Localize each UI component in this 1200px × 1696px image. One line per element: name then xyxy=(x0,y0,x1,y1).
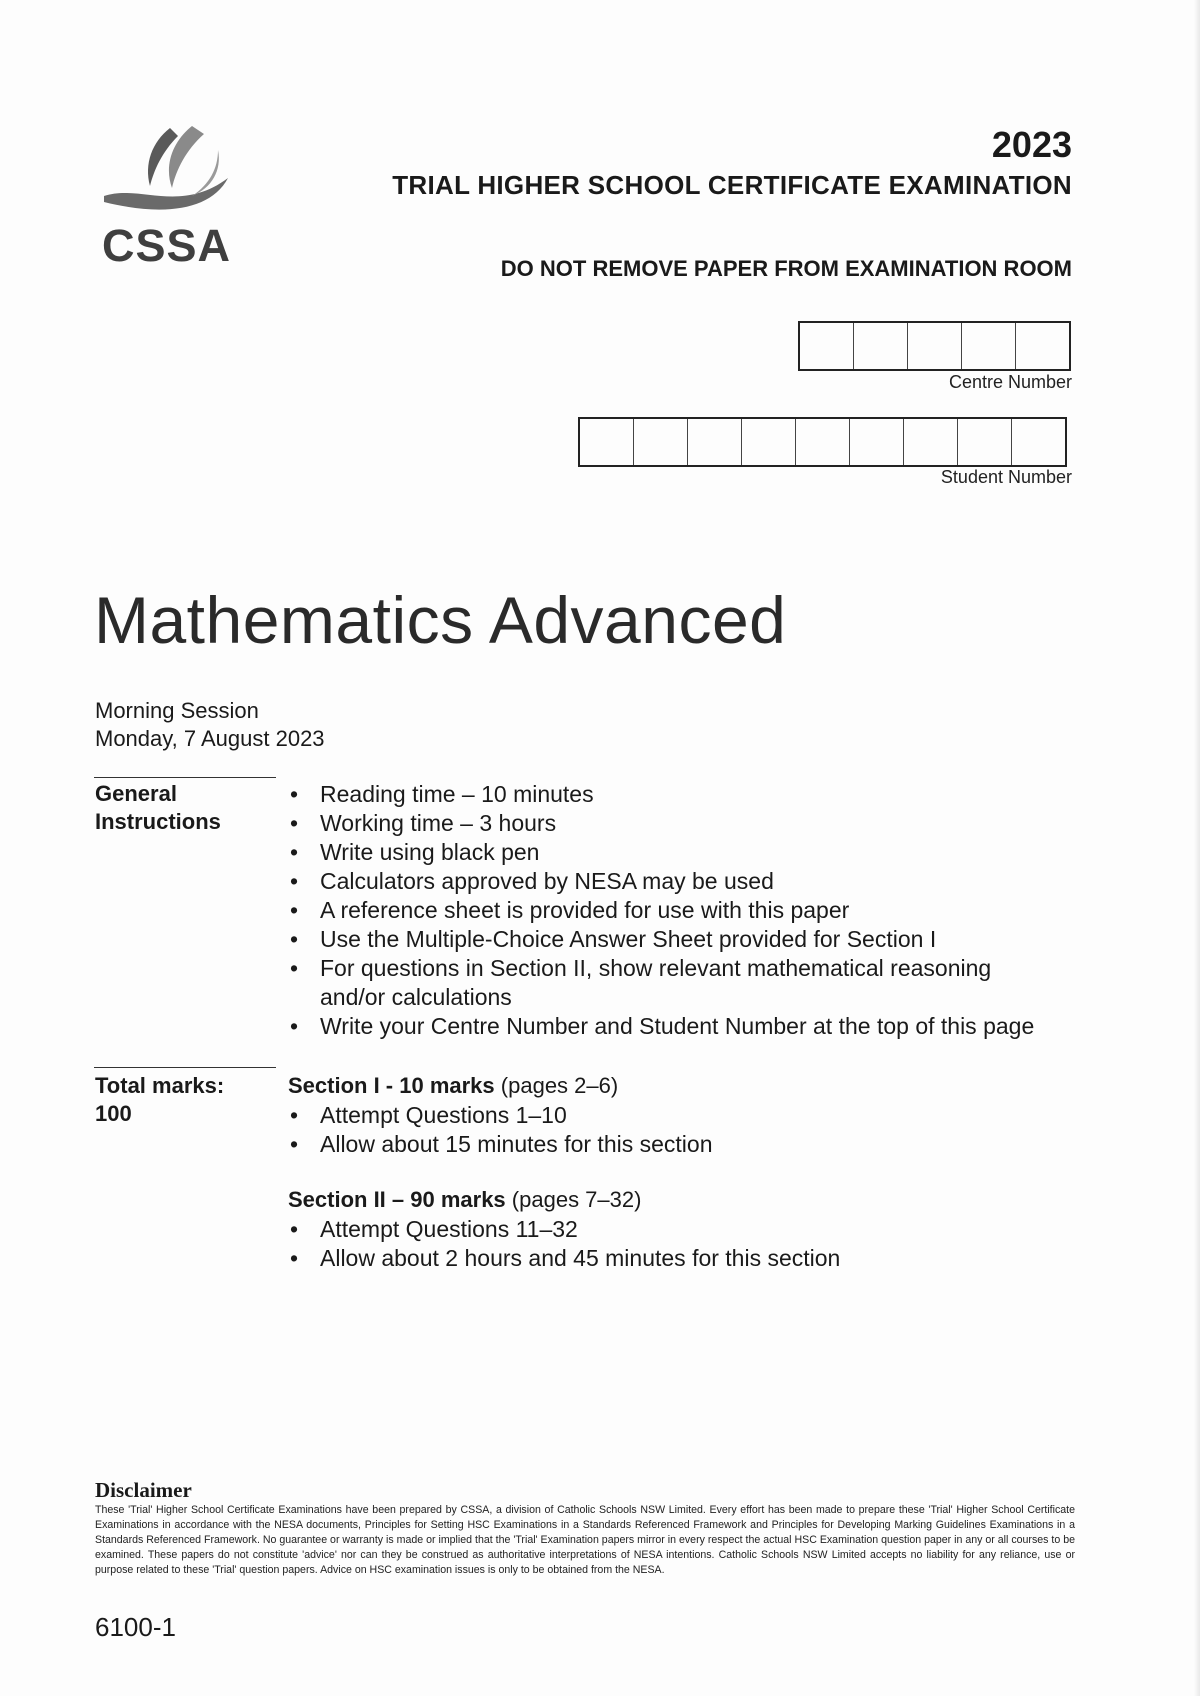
centre-digit-box[interactable] xyxy=(800,323,854,369)
list-item: • Allow about 2 hours and 45 minutes for this section xyxy=(288,1244,840,1273)
list-item: • Write your Centre Number and Student Number at the top of this page xyxy=(288,1012,1088,1041)
student-number-boxes[interactable] xyxy=(578,417,1067,467)
student-digit-box[interactable] xyxy=(688,419,742,465)
session-info xyxy=(95,697,325,753)
section-one-heading: Section I - 10 marks xyxy=(288,1073,495,1098)
disclaimer-text: These 'Trial' Higher School Certificate Examinations have been prepared by CSSA, a division of Catholic Schools NSW Limited. Every effort has been made to prepare these 'Trial' Higher School Certificate Examinations in accordance with the NESA documents, Principles for Setting HSC Examinations in a Standards Referenced Framework and Principles for Developing Marking Guidelines Examinations in a Standards Referenced Framework. No guarantee or warranty is made or implied that the 'Trial' Examination papers mirror in every respect the actual HSC Examination question paper in any or all courses to be examined. These papers do not constitute 'advice' nor can they be construed as authoritative interpretations of NESA intentions. Catholic Schools NSW Limited accepts no liability for any reliance, use or purpose related to these 'Trial' question papers. Advice on HSC examination issues is only to be obtained from the NESA. xyxy=(95,1504,1075,1576)
exam-title: TRIAL HIGHER SCHOOL CERTIFICATE EXAMINATION xyxy=(392,170,1072,200)
list-item: • Calculators approved by NESA may be used xyxy=(288,867,1088,896)
exam-room-notice: DO NOT REMOVE PAPER FROM EXAMINATION ROOM xyxy=(500,256,1072,281)
list-item: • A reference sheet is provided for use with this paper xyxy=(288,896,1088,925)
list-item: • Attempt Questions 1–10 xyxy=(288,1101,712,1130)
session-date: Monday, 7 August 2023 xyxy=(95,726,325,751)
cssa-logo xyxy=(100,122,240,272)
disclaimer-heading: Disclaimer xyxy=(95,1478,192,1502)
section-one-block xyxy=(288,1072,712,1159)
list-item: • For questions in Section II, show relevant mathematical reasoning and/or calculations xyxy=(288,954,1040,1012)
heading-line: General xyxy=(95,781,177,806)
list-item: • Reading time – 10 minutes xyxy=(288,780,1088,809)
list-item: • Write using black pen xyxy=(288,838,1088,867)
list-item: • Attempt Questions 11–32 xyxy=(288,1215,840,1244)
instructions-list xyxy=(288,780,1088,1041)
list-item: • Use the Multiple-Choice Answer Sheet provided for Section I xyxy=(288,925,1088,954)
centre-digit-box[interactable] xyxy=(1016,323,1069,369)
section-two-block xyxy=(288,1186,840,1273)
section-two-list xyxy=(288,1215,840,1273)
divider xyxy=(94,1067,276,1068)
section-one-list xyxy=(288,1101,712,1159)
centre-number-label: Centre Number xyxy=(948,372,1072,392)
centre-digit-box[interactable] xyxy=(854,323,908,369)
centre-digit-box[interactable] xyxy=(908,323,962,369)
divider xyxy=(94,777,276,778)
student-digit-box[interactable] xyxy=(742,419,796,465)
scan-edge-shadow xyxy=(1194,0,1200,1696)
student-number-label: Student Number xyxy=(940,467,1072,487)
total-marks xyxy=(95,1072,224,1128)
student-digit-box[interactable] xyxy=(850,419,904,465)
list-item: • Working time – 3 hours xyxy=(288,809,1088,838)
paper-code: 6100-1 xyxy=(95,1612,176,1642)
exam-year: 2023 xyxy=(991,124,1072,165)
logo-text: CSSA xyxy=(102,220,232,271)
section-one-title xyxy=(288,1072,712,1100)
student-digit-box[interactable] xyxy=(904,419,958,465)
student-digit-box[interactable] xyxy=(634,419,688,465)
section-two-title xyxy=(288,1186,840,1214)
heading-line: Instructions xyxy=(95,809,221,834)
student-digit-box[interactable] xyxy=(796,419,850,465)
subject-title: Mathematics Advanced xyxy=(94,583,787,657)
total-marks-value: 100 xyxy=(95,1101,132,1126)
list-item: • Allow about 15 minutes for this section xyxy=(288,1130,712,1159)
student-digit-box[interactable] xyxy=(1012,419,1065,465)
general-instructions-heading xyxy=(95,780,221,836)
student-digit-box[interactable] xyxy=(958,419,1012,465)
total-marks-label: Total marks: xyxy=(95,1073,225,1098)
cssa-leaf-icon xyxy=(100,122,240,222)
section-one-pages: (pages 2–6) xyxy=(500,1073,619,1098)
session-name: Morning Session xyxy=(95,698,259,723)
section-two-pages: (pages 7–32) xyxy=(511,1187,642,1212)
section-two-heading: Section II – 90 marks xyxy=(288,1187,506,1212)
centre-digit-box[interactable] xyxy=(962,323,1016,369)
centre-number-boxes[interactable] xyxy=(798,321,1071,371)
student-digit-box[interactable] xyxy=(580,419,634,465)
